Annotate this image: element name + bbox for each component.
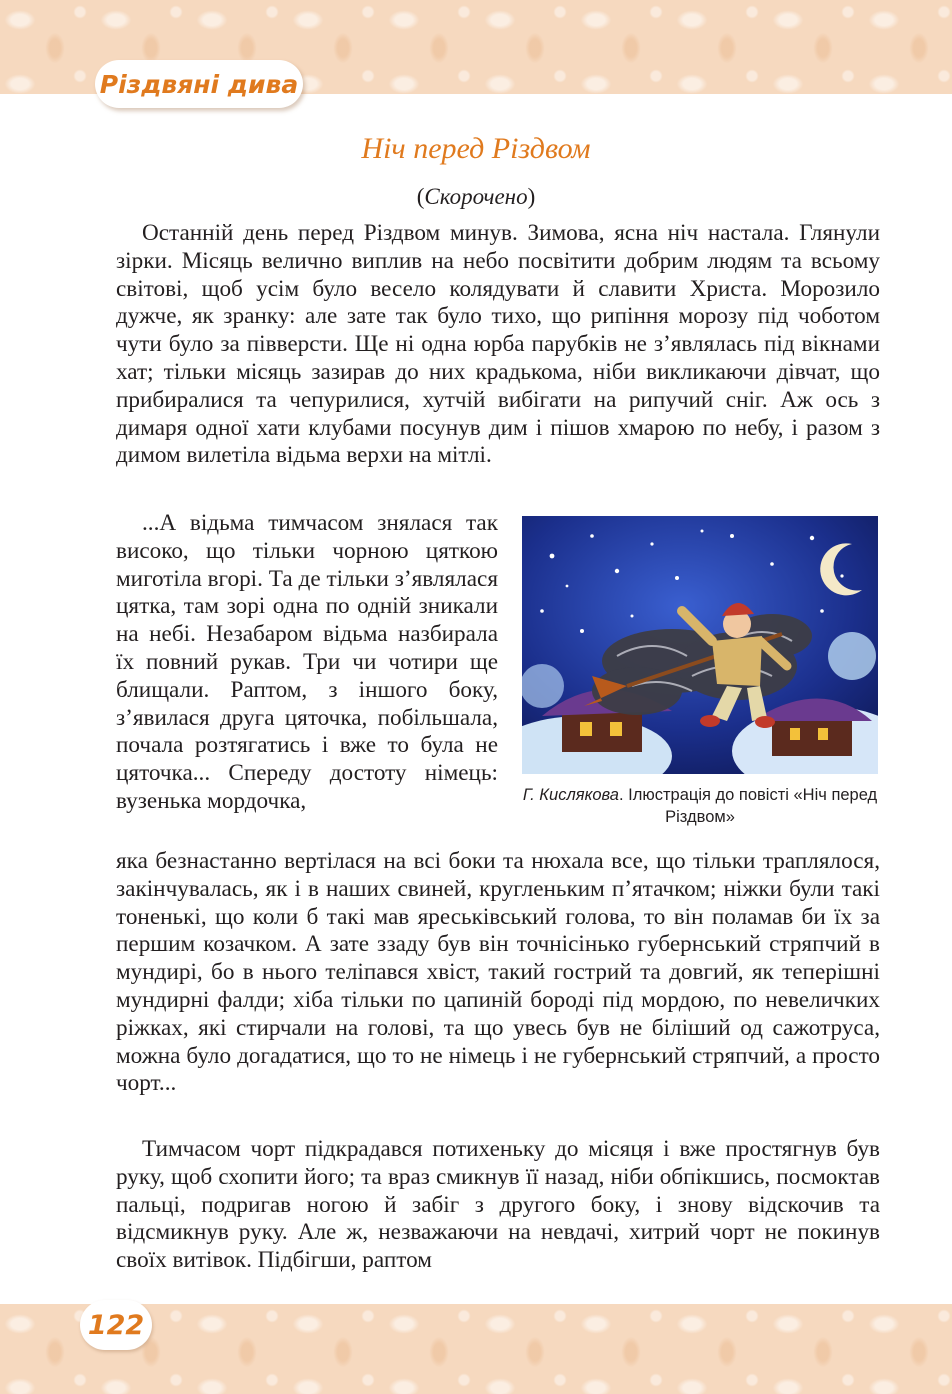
section-label-text: Різдвяні дива [99,69,299,99]
caption-text: . Ілюстрація до повісті «Ніч перед Різдвом» [618,786,878,826]
story-title: Ніч перед Різдвом [361,132,591,165]
paragraph-2-top [116,510,498,816]
subtitle-word: Скорочено [424,184,528,209]
page-number-text: 122 [87,1309,145,1341]
section-label [95,60,303,108]
illustration-witch-on-broom [522,516,878,774]
caption-author: Г. Кислякова [522,786,619,804]
illustration-svg [522,516,878,774]
story-subtitle [0,184,952,210]
illustration-caption [510,784,890,828]
paragraph-2-top-text: ...А відьма тимчасом знялася так високо, що тільки чорною цяткою миготіла вгорі. Та де тільки з’являлася цятка, там зорі одна по одній зникали на небі. Незабаром відьма назбирала їх повний рукав. Три чи чотири ще блищали. Раптом, з іншого боку, з’явилася друга цяточка, побільшала, почала розтягатись і вже то була не цяточка... Спереду достоту німець: вузенька мордочка, [116,510,498,814]
paragraph-2-bottom: яка безнастанно вертілася на всі боки та нюхала все, що тільки траплялося, закінчувалась, як і в наших свиней, кругленьким п’ятачком; ніжки були такі тоненькі, що коли б такі мав яреськівський голова, то він поламав би їх за першим козачком. А зате ззаду був він точнісінько губернський стряпчий в мундирі, бо в нього теліпався хвіст, такий гострий та довгий, як теперішні мундирні фалди; хіба тільки по цапиній бороді під мордою, по невеличких ріжках, які стирчали на голові, та що увесь був не біліший од сажотруса, можна було догадатися, що то не німець і не губернський стряпчий, а просто чорт... [116,848,880,1097]
paragraph-1 [116,220,880,470]
paragraph-3 [116,1136,880,1275]
paragraph-3-text: Тимчасом чорт підкрадався потихеньку до місяця і вже простягнув був руку, щоб схопити його; та враз смикнув її назад, ніби обпікшись, посмоктав пальці, подригав ногою й забіг з другого боку, і знову відскочив та відсмикнув руку. Але ж, незважаючи на невдачі, хитрий чорт не покинув своїх витівок. Підбігши, раптом [116,1136,880,1274]
subtitle-paren-open: ( [416,184,425,209]
subtitle-paren-close: ) [527,184,536,209]
page-number [80,1300,152,1350]
paragraph-1-text: Останній день перед Різдвом минув. Зимова, ясна ніч настала. Глянули зірки. Місяць велично виплив на небо посвітити добрим людям та всьому світові, щоб усім було весело колядувати й славити Христа. Морозило дужче, як зранку: але зате так було тихо, що рипіння морозу під чоботом чути було за півверсти. Ще ні одна юрба парубків не з’являлась під вікнами хат; тільки місяць зазирав до них крадькома, ніби викликаючи дівчат, що прибиралися та чепурилися, хутчій вибігати на рипучий сніг. Аж ось з димаря одної хати клубами посунув дим і пішов хмарою по небу, і разом з димом вилетіла відьма верхи на мітлі. [116,220,880,469]
